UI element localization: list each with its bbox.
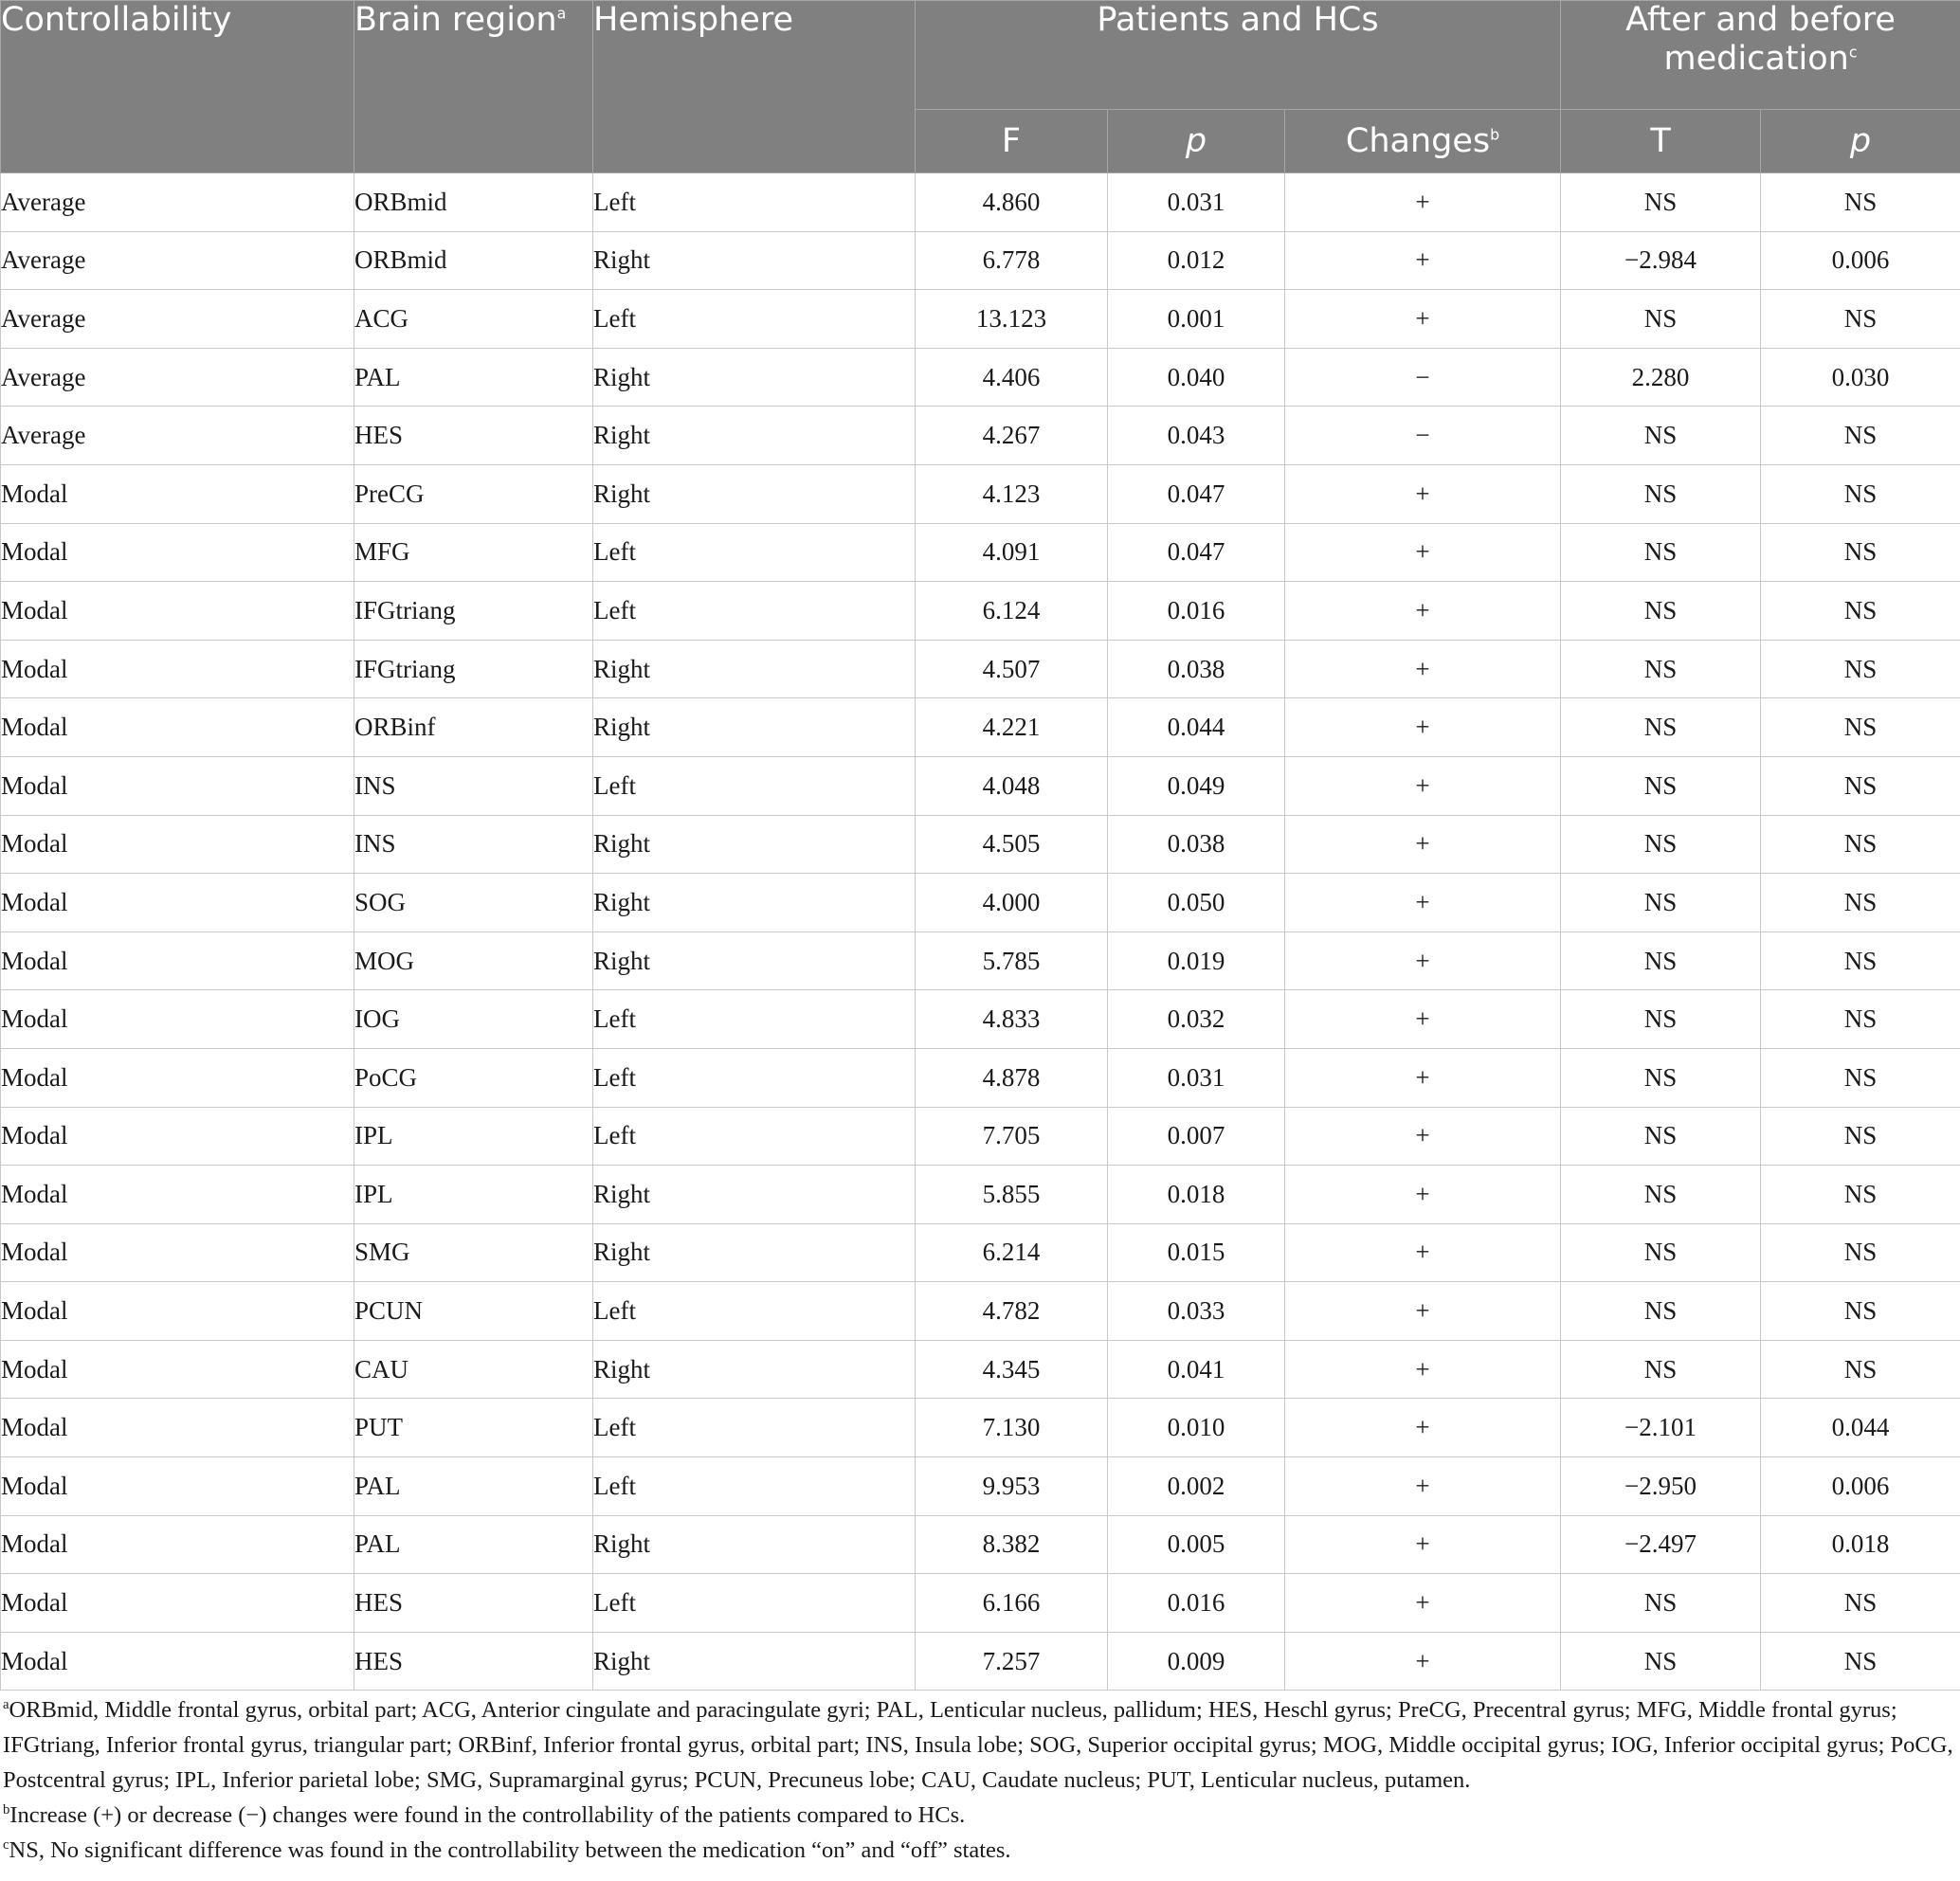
- cell-p-patients: 0.010: [1108, 1399, 1285, 1457]
- cell-f: 4.123: [916, 464, 1108, 523]
- cell-f: 4.878: [916, 1048, 1108, 1107]
- table-row: [1, 1107, 1960, 1166]
- cell-p-patients: 0.033: [1108, 1282, 1285, 1341]
- cell-brain-region: ACG: [354, 290, 593, 349]
- cell-hemisphere: Right: [593, 348, 916, 407]
- cell-controllability: Modal: [1, 756, 354, 815]
- cell-brain-region: ORBmid: [354, 231, 593, 290]
- cell-changes: +: [1285, 756, 1561, 815]
- cell-f: 4.507: [916, 640, 1108, 698]
- table-row: [1, 1457, 1960, 1516]
- cell-controllability: Average: [1, 348, 354, 407]
- header-patients-hcs: Patients and HCs: [916, 1, 1561, 110]
- cell-p-patients: 0.047: [1108, 523, 1285, 582]
- cell-controllability: Modal: [1, 1166, 354, 1224]
- cell-f: 13.123: [916, 290, 1108, 349]
- cell-brain-region: MFG: [354, 523, 593, 582]
- cell-p-patients: 0.040: [1108, 348, 1285, 407]
- cell-brain-region: INS: [354, 815, 593, 874]
- cell-changes: +: [1285, 1048, 1561, 1107]
- table-row: [1, 1632, 1960, 1691]
- cell-p-medication: NS: [1761, 1223, 1960, 1282]
- cell-p-patients: 0.001: [1108, 290, 1285, 349]
- cell-p-patients: 0.016: [1108, 1574, 1285, 1633]
- cell-controllability: Modal: [1, 523, 354, 582]
- cell-p-patients: 0.016: [1108, 582, 1285, 641]
- cell-brain-region: IFGtriang: [354, 582, 593, 641]
- cell-hemisphere: Right: [593, 1166, 916, 1224]
- cell-t: −2.497: [1561, 1515, 1761, 1574]
- cell-p-medication: NS: [1761, 698, 1960, 757]
- cell-hemisphere: Right: [593, 698, 916, 757]
- cell-p-patients: 0.041: [1108, 1340, 1285, 1399]
- cell-p-patients: 0.038: [1108, 815, 1285, 874]
- cell-hemisphere: Left: [593, 756, 916, 815]
- table-row: [1, 173, 1960, 232]
- cell-p-medication: NS: [1761, 1282, 1960, 1341]
- cell-p-medication: NS: [1761, 290, 1960, 349]
- cell-brain-region: PCUN: [354, 1282, 593, 1341]
- cell-brain-region: PUT: [354, 1399, 593, 1457]
- cell-p-patients: 0.050: [1108, 874, 1285, 932]
- header-brain-region: Brain region$^a$: [354, 1, 593, 173]
- cell-hemisphere: Right: [593, 464, 916, 523]
- cell-brain-region: SMG: [354, 1223, 593, 1282]
- cell-f: 7.705: [916, 1107, 1108, 1166]
- cell-changes: +: [1285, 1399, 1561, 1457]
- table-row: [1, 582, 1960, 641]
- cell-brain-region: PoCG: [354, 1048, 593, 1107]
- cell-changes: +: [1285, 698, 1561, 757]
- cell-changes: +: [1285, 1457, 1561, 1516]
- footnote-b: $^b$Increase (+) or decrease (−) changes were found in the controllability of the patients compared to HCs.: [3, 1801, 966, 1828]
- cell-hemisphere: Left: [593, 1574, 916, 1633]
- table-row: [1, 1282, 1960, 1341]
- cell-p-patients: 0.031: [1108, 1048, 1285, 1107]
- cell-hemisphere: Left: [593, 290, 916, 349]
- cell-controllability: Modal: [1, 698, 354, 757]
- cell-hemisphere: Right: [593, 1223, 916, 1282]
- cell-controllability: Modal: [1, 1340, 354, 1399]
- cell-controllability: Modal: [1, 1515, 354, 1574]
- footnote-c: $^c$NS, No significant difference was found in the controllability between the medication “on” and “off” states.: [3, 1836, 1011, 1863]
- cell-p-medication: 0.030: [1761, 348, 1960, 407]
- table-row: [1, 231, 1960, 290]
- table-row: [1, 407, 1960, 465]
- cell-t: NS: [1561, 1223, 1761, 1282]
- cell-changes: +: [1285, 290, 1561, 349]
- cell-f: 4.000: [916, 874, 1108, 932]
- cell-controllability: Modal: [1, 1223, 354, 1282]
- cell-p-medication: 0.044: [1761, 1399, 1960, 1457]
- cell-controllability: Modal: [1, 874, 354, 932]
- cell-changes: +: [1285, 1515, 1561, 1574]
- cell-changes: +: [1285, 1223, 1561, 1282]
- cell-changes: +: [1285, 1632, 1561, 1691]
- header-after-before-medication: After and before medication$^c$: [1561, 1, 1960, 110]
- cell-t: −2.950: [1561, 1457, 1761, 1516]
- cell-brain-region: PAL: [354, 1457, 593, 1516]
- cell-t: NS: [1561, 407, 1761, 465]
- cell-brain-region: IOG: [354, 990, 593, 1049]
- cell-brain-region: IFGtriang: [354, 640, 593, 698]
- cell-t: NS: [1561, 815, 1761, 874]
- cell-changes: +: [1285, 1340, 1561, 1399]
- cell-p-medication: NS: [1761, 990, 1960, 1049]
- cell-brain-region: PAL: [354, 1515, 593, 1574]
- footnotes: [3, 1692, 1955, 1868]
- cell-controllability: Modal: [1, 1282, 354, 1341]
- cell-f: 9.953: [916, 1457, 1108, 1516]
- cell-f: 4.782: [916, 1282, 1108, 1341]
- cell-p-patients: 0.018: [1108, 1166, 1285, 1224]
- cell-p-medication: NS: [1761, 1340, 1960, 1399]
- cell-hemisphere: Right: [593, 407, 916, 465]
- cell-hemisphere: Right: [593, 931, 916, 990]
- footnote-a: $^a$ORBmid, Middle frontal gyrus, orbital part; ACG, Anterior cingulate and paracingulate gyri; PAL, Lenticular nucleus, pallidum; HES, Heschl gyrus; PreCG, Precentral gyrus; MFG, Middle frontal gyrus; IFGtriang, Inferior frontal gyrus, triangular part; ORBinf, Inferior frontal gyrus, orbital part; INS, Insula lobe; SOG, Superior occipital gyrus; MOG, Middle occipital gyrus; IOG, Inferior occipital gyrus; PoCG, Postcentral gyrus; IPL, Inferior parietal lobe; SMG, Supramarginal gyrus; PCUN, Precuneus lobe; CAU, Caudate nucleus; PUT, Lenticular nucleus, putamen.: [3, 1696, 1953, 1793]
- cell-hemisphere: Right: [593, 1515, 916, 1574]
- cell-p-patients: 0.007: [1108, 1107, 1285, 1166]
- cell-f: 4.406: [916, 348, 1108, 407]
- cell-t: NS: [1561, 756, 1761, 815]
- cell-t: −2.101: [1561, 1399, 1761, 1457]
- cell-t: NS: [1561, 290, 1761, 349]
- cell-p-patients: 0.015: [1108, 1223, 1285, 1282]
- cell-p-medication: NS: [1761, 640, 1960, 698]
- cell-brain-region: HES: [354, 1632, 593, 1691]
- cell-controllability: Modal: [1, 640, 354, 698]
- cell-hemisphere: Right: [593, 640, 916, 698]
- cell-hemisphere: Right: [593, 815, 916, 874]
- cell-p-medication: NS: [1761, 815, 1960, 874]
- cell-hemisphere: Left: [593, 1399, 916, 1457]
- table-row: [1, 1340, 1960, 1399]
- cell-hemisphere: Right: [593, 1340, 916, 1399]
- cell-t: NS: [1561, 1166, 1761, 1224]
- table-row: [1, 698, 1960, 757]
- cell-controllability: Modal: [1, 1574, 354, 1633]
- cell-hemisphere: Left: [593, 523, 916, 582]
- cell-brain-region: PreCG: [354, 464, 593, 523]
- cell-f: 4.221: [916, 698, 1108, 757]
- cell-p-medication: NS: [1761, 874, 1960, 932]
- cell-p-patients: 0.002: [1108, 1457, 1285, 1516]
- cell-f: 6.166: [916, 1574, 1108, 1633]
- cell-p-patients: 0.043: [1108, 407, 1285, 465]
- cell-brain-region: IPL: [354, 1166, 593, 1224]
- cell-f: 7.257: [916, 1632, 1108, 1691]
- cell-f: 4.833: [916, 990, 1108, 1049]
- cell-p-medication: NS: [1761, 464, 1960, 523]
- cell-p-patients: 0.031: [1108, 173, 1285, 232]
- cell-hemisphere: Left: [593, 1107, 916, 1166]
- cell-controllability: Modal: [1, 815, 354, 874]
- cell-controllability: Modal: [1, 931, 354, 990]
- cell-f: 4.345: [916, 1340, 1108, 1399]
- cell-hemisphere: Left: [593, 1048, 916, 1107]
- cell-t: NS: [1561, 990, 1761, 1049]
- cell-p-medication: NS: [1761, 1048, 1960, 1107]
- cell-t: NS: [1561, 523, 1761, 582]
- table-body: [1, 173, 1960, 1691]
- cell-f: 5.855: [916, 1166, 1108, 1224]
- cell-brain-region: CAU: [354, 1340, 593, 1399]
- cell-t: NS: [1561, 1632, 1761, 1691]
- cell-p-patients: 0.005: [1108, 1515, 1285, 1574]
- cell-brain-region: SOG: [354, 874, 593, 932]
- cell-brain-region: IPL: [354, 1107, 593, 1166]
- cell-p-patients: 0.032: [1108, 990, 1285, 1049]
- cell-changes: −: [1285, 407, 1561, 465]
- cell-t: NS: [1561, 1048, 1761, 1107]
- cell-brain-region: INS: [354, 756, 593, 815]
- cell-p-patients: 0.038: [1108, 640, 1285, 698]
- cell-changes: +: [1285, 815, 1561, 874]
- cell-p-patients: 0.009: [1108, 1632, 1285, 1691]
- cell-changes: +: [1285, 640, 1561, 698]
- table-row: [1, 290, 1960, 349]
- cell-p-medication: 0.006: [1761, 1457, 1960, 1516]
- cell-controllability: Modal: [1, 1457, 354, 1516]
- cell-f: 6.778: [916, 231, 1108, 290]
- table-header: [1, 1, 1960, 173]
- cell-hemisphere: Left: [593, 582, 916, 641]
- cell-controllability: Modal: [1, 464, 354, 523]
- cell-controllability: Average: [1, 173, 354, 232]
- cell-p-medication: 0.018: [1761, 1515, 1960, 1574]
- cell-changes: +: [1285, 1107, 1561, 1166]
- header-controllability: Controllability: [1, 1, 354, 173]
- header-p-patients: p: [1108, 110, 1285, 173]
- header-p-medication: p: [1761, 110, 1960, 173]
- cell-p-medication: 0.006: [1761, 231, 1960, 290]
- cell-f: 4.860: [916, 173, 1108, 232]
- cell-changes: +: [1285, 582, 1561, 641]
- cell-f: 4.048: [916, 756, 1108, 815]
- cell-hemisphere: Left: [593, 990, 916, 1049]
- cell-controllability: Modal: [1, 1399, 354, 1457]
- cell-p-medication: NS: [1761, 582, 1960, 641]
- table-row: [1, 990, 1960, 1049]
- cell-p-medication: NS: [1761, 1166, 1960, 1224]
- cell-p-patients: 0.019: [1108, 931, 1285, 990]
- cell-controllability: Average: [1, 290, 354, 349]
- cell-t: NS: [1561, 1282, 1761, 1341]
- cell-changes: +: [1285, 231, 1561, 290]
- table-row: [1, 640, 1960, 698]
- cell-p-medication: NS: [1761, 931, 1960, 990]
- cell-t: NS: [1561, 464, 1761, 523]
- table-row: [1, 756, 1960, 815]
- cell-hemisphere: Right: [593, 874, 916, 932]
- cell-p-patients: 0.049: [1108, 756, 1285, 815]
- header-t: T: [1561, 110, 1761, 173]
- table-row: [1, 1166, 1960, 1224]
- table-row: [1, 1574, 1960, 1633]
- cell-p-patients: 0.047: [1108, 464, 1285, 523]
- cell-t: NS: [1561, 1107, 1761, 1166]
- cell-p-medication: NS: [1761, 1632, 1960, 1691]
- cell-hemisphere: Left: [593, 1457, 916, 1516]
- cell-hemisphere: Left: [593, 1282, 916, 1341]
- cell-p-medication: NS: [1761, 523, 1960, 582]
- cell-p-medication: NS: [1761, 1107, 1960, 1166]
- cell-p-medication: NS: [1761, 407, 1960, 465]
- cell-f: 5.785: [916, 931, 1108, 990]
- table-row: [1, 1223, 1960, 1282]
- cell-changes: +: [1285, 874, 1561, 932]
- cell-brain-region: PAL: [354, 348, 593, 407]
- cell-controllability: Average: [1, 407, 354, 465]
- cell-f: 7.130: [916, 1399, 1108, 1457]
- cell-t: NS: [1561, 1340, 1761, 1399]
- table-row: [1, 815, 1960, 874]
- table-row: [1, 1048, 1960, 1107]
- cell-controllability: Modal: [1, 1048, 354, 1107]
- header-changes: Changes$^b$: [1285, 110, 1561, 173]
- cell-changes: +: [1285, 990, 1561, 1049]
- cell-p-medication: NS: [1761, 173, 1960, 232]
- cell-brain-region: ORBinf: [354, 698, 593, 757]
- cell-controllability: Modal: [1, 1107, 354, 1166]
- cell-controllability: Modal: [1, 582, 354, 641]
- table-row: [1, 874, 1960, 932]
- cell-f: 4.505: [916, 815, 1108, 874]
- cell-f: 6.124: [916, 582, 1108, 641]
- table-row: [1, 464, 1960, 523]
- cell-changes: +: [1285, 173, 1561, 232]
- cell-brain-region: HES: [354, 407, 593, 465]
- cell-t: NS: [1561, 582, 1761, 641]
- cell-f: 6.214: [916, 1223, 1108, 1282]
- cell-changes: +: [1285, 523, 1561, 582]
- header-f: F: [916, 110, 1108, 173]
- cell-changes: −: [1285, 348, 1561, 407]
- cell-p-patients: 0.012: [1108, 231, 1285, 290]
- cell-controllability: Modal: [1, 1632, 354, 1691]
- cell-t: −2.984: [1561, 231, 1761, 290]
- table-row: [1, 348, 1960, 407]
- cell-changes: +: [1285, 464, 1561, 523]
- cell-t: 2.280: [1561, 348, 1761, 407]
- cell-t: NS: [1561, 698, 1761, 757]
- cell-changes: +: [1285, 1574, 1561, 1633]
- cell-f: 4.091: [916, 523, 1108, 582]
- cell-f: 8.382: [916, 1515, 1108, 1574]
- cell-t: NS: [1561, 874, 1761, 932]
- cell-hemisphere: Right: [593, 231, 916, 290]
- cell-p-medication: NS: [1761, 756, 1960, 815]
- cell-controllability: Average: [1, 231, 354, 290]
- cell-brain-region: HES: [354, 1574, 593, 1633]
- cell-controllability: Modal: [1, 990, 354, 1049]
- cell-hemisphere: Right: [593, 1632, 916, 1691]
- cell-p-medication: NS: [1761, 1574, 1960, 1633]
- cell-t: NS: [1561, 931, 1761, 990]
- cell-f: 4.267: [916, 407, 1108, 465]
- table-row: [1, 1399, 1960, 1457]
- header-hemisphere: Hemisphere: [593, 1, 916, 173]
- cell-t: NS: [1561, 640, 1761, 698]
- table-row: [1, 931, 1960, 990]
- table-row: [1, 1515, 1960, 1574]
- cell-changes: +: [1285, 1282, 1561, 1341]
- cell-p-patients: 0.044: [1108, 698, 1285, 757]
- cell-changes: +: [1285, 1166, 1561, 1224]
- cell-changes: +: [1285, 931, 1561, 990]
- cell-t: NS: [1561, 173, 1761, 232]
- cell-brain-region: ORBmid: [354, 173, 593, 232]
- cell-brain-region: MOG: [354, 931, 593, 990]
- cell-hemisphere: Left: [593, 173, 916, 232]
- cell-t: NS: [1561, 1574, 1761, 1633]
- table-row: [1, 523, 1960, 582]
